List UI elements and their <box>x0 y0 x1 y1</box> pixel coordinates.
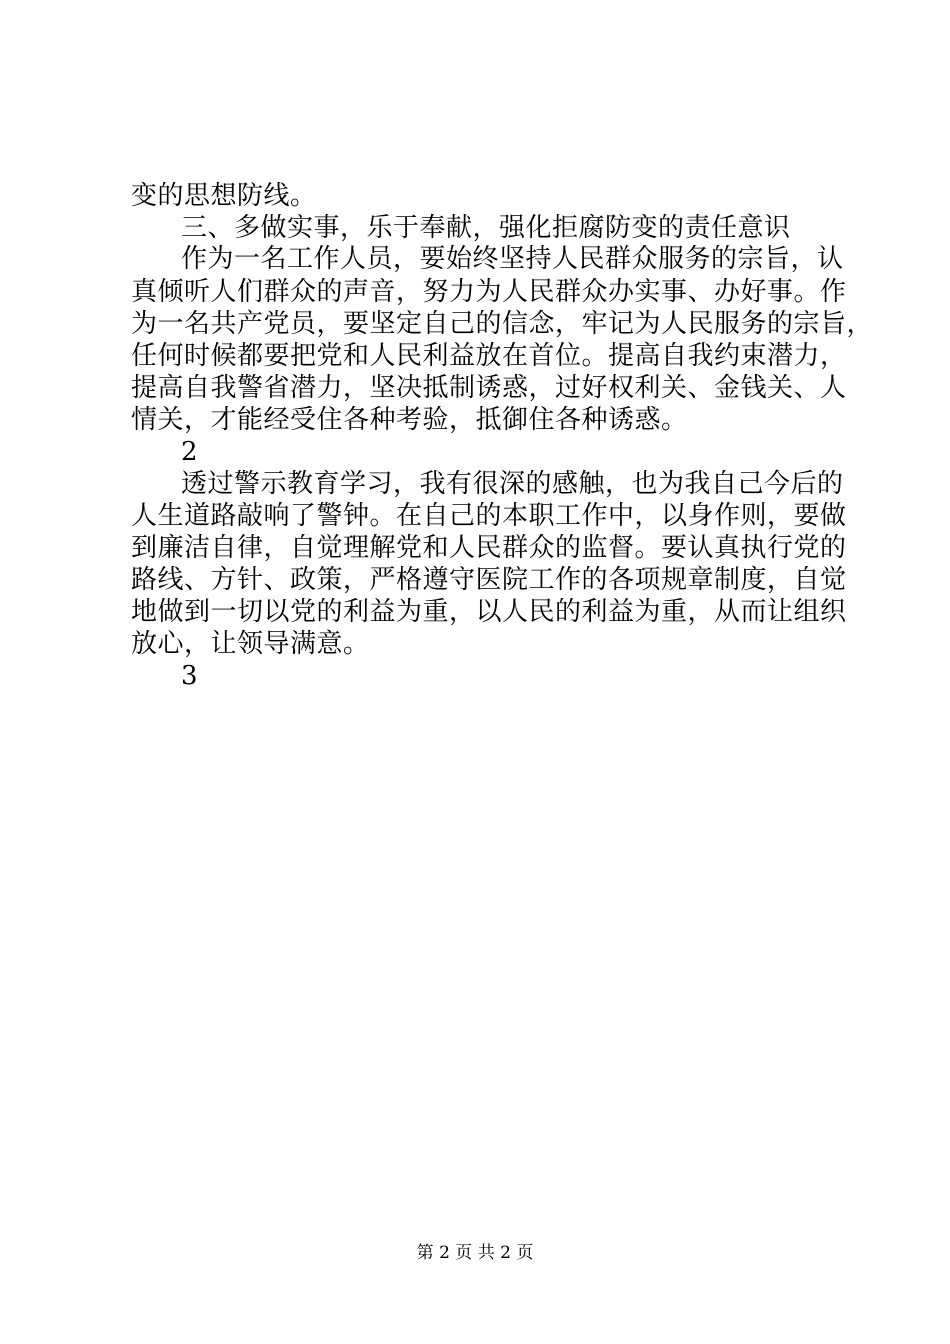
paragraph-line: 透过警示教育学习，我有很深的感触，也为我自己今后的 <box>181 469 844 499</box>
paragraph-line: 变的思想防线。 <box>131 181 317 211</box>
paragraph-line: 为一名共产党员，要坚定自己的信念，牢记为人民服务的宗旨， <box>131 309 874 339</box>
paragraph-line: 任何时候都要把党和人民利益放在首位。提高自我约束潜力， <box>131 341 847 371</box>
paragraph-line: 提高自我警省潜力，坚决抵制诱惑，过好权利关、金钱关、人 <box>131 373 847 403</box>
section-number: 3 <box>181 661 199 691</box>
paragraph-line: 人生道路敲响了警钟。在自己的本职工作中，以身作则，要做 <box>131 501 847 531</box>
paragraph-line: 情关，才能经受住各种考验，抵御住各种诱惑。 <box>131 405 688 435</box>
paragraph-line: 真倾听人们群众的声音，努力为人民群众办实事、办好事。作 <box>131 277 847 307</box>
paragraph-line: 作为一名工作人员，要始终坚持人民群众服务的宗旨，认 <box>181 244 844 274</box>
section-number: 2 <box>181 437 199 467</box>
page-footer: 第 2 页 共 2 页 <box>416 1243 534 1263</box>
paragraph-line: 放心，让领导满意。 <box>131 629 370 659</box>
paragraph-line: 地做到一切以党的利益为重，以人民的利益为重，从而让组织 <box>131 597 847 627</box>
section-heading: 三、多做实事，乐于奉献，强化拒腐防变的责任意识 <box>181 213 791 243</box>
paragraph-line: 到廉洁自律，自觉理解党和人民群众的监督。要认真执行党的 <box>131 533 847 563</box>
paragraph-line: 路线、方针、政策，严格遵守医院工作的各项规章制度，自觉 <box>131 565 847 595</box>
